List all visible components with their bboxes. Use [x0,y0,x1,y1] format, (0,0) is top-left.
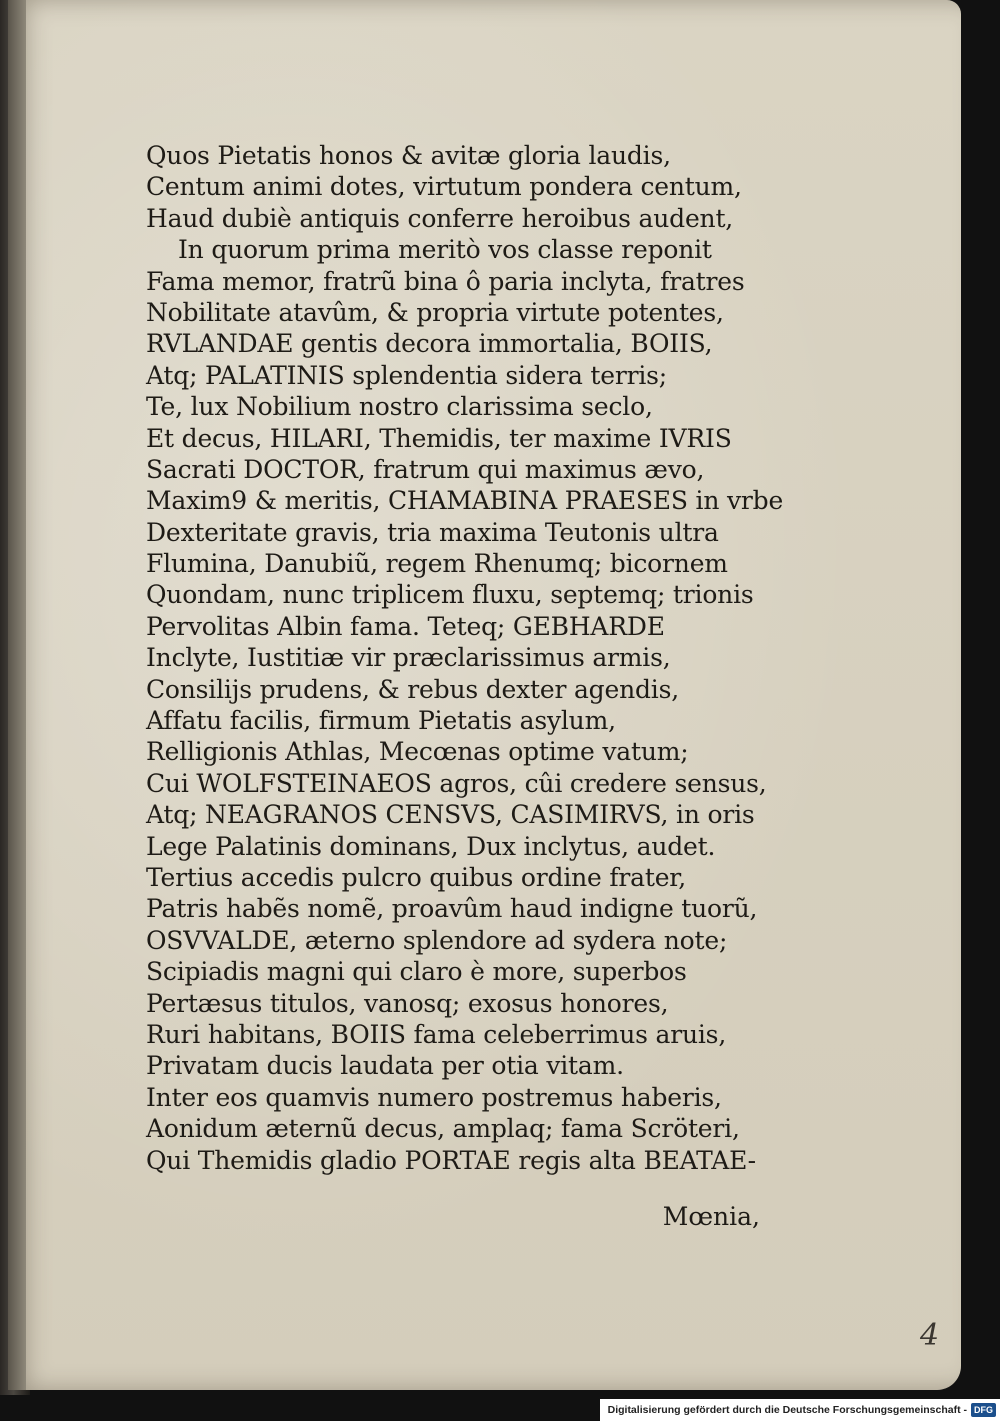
verse-line: Inclyte, Iustitiæ vir præclarissimus armis, [146,643,671,673]
verse-line: Qui Themidis gladio PORTAE regis alta BEATAE- [146,1145,756,1175]
verse-line: OSVVALDE, æterno splendore ad sydera note; [146,925,728,955]
verse-line: Et decus, HILARI, Themidis, ter maxime IVRIS [146,423,732,453]
verse-line: Atq; NEAGRANOS CENSVS, CASIMIRVS, in oris [146,800,755,830]
verse-line: Cui WOLFSTEINAEOS agros, cûi credere sensus, [146,768,767,798]
verse-line: Pertæsus titulos, vanosq; exosus honores, [146,988,669,1018]
verse-line: Consilijs prudens, & rebus dexter agendis, [146,674,679,704]
verse-line: Fama memor, fratrũ bina ô paria inclyta, fratres [146,266,745,296]
verse-line: In quorum prima meritò vos classe reponit [178,235,712,265]
verse-line: Patris habẽs nomẽ, proavûm haud indigne tuorũ, [146,894,758,924]
funding-notice: Digitalisierung gefördert durch die Deutsche Forschungsgemeinschaft - [607,1404,967,1416]
verse-line: Aonidum æternũ decus, amplaq; fama Scröteri, [146,1114,740,1144]
verse-line: RVLANDAE gentis decora immortalia, BOIIS, [146,329,713,359]
verse-line: Quos Pietatis honos & avitæ gloria laudis, [146,141,671,170]
dfg-logo-icon: DFG [971,1403,996,1417]
verse-line: Lege Palatinis dominans, Dux inclytus, audet. [146,831,716,861]
verse-line: Quondam, nunc triplicem fluxu, septemq; trionis [146,580,754,610]
verse-line: Tertius accedis pulcro quibus ordine frater, [146,862,687,892]
verse-line: Maxim9 & meritis, CHAMABINA PRAESES in vrbe [146,486,784,516]
verse-line: Privatam ducis laudata per otia vitam. [146,1051,624,1081]
verse-line: Centum animi dotes, virtutum pondera centum, [146,172,742,202]
verse-line: Scipiadis magni qui claro è more, superbos [146,957,687,987]
poem-text [146,140,784,1176]
verse-line: Te, lux Nobilium nostro clarissima seclo, [146,392,653,422]
verse-line: Pervolitas Albin fama. Teteq; GEBHARDE [146,611,665,641]
verse-line: Inter eos quamvis numero postremus haberis, [146,1082,722,1112]
verse-line: Flumina, Danubiũ, regem Rhenumq; bicornem [146,549,728,579]
verse-line: Nobilitate atavûm, & propria virtute potentes, [146,297,724,327]
leaf-edge [8,0,26,1390]
verse-line: Affatu facilis, firmum Pietatis asylum, [146,706,616,736]
footer-bar [600,1399,1000,1421]
folio-number: 4 [920,1318,940,1353]
verse-line: Haud dubiè antiquis conferre heroibus audent, [146,203,734,233]
verse-line: Relligionis Athlas, Mecœnas optime vatum; [146,737,689,767]
verse-line: Sacrati DOCTOR, fratrum qui maximus ævo, [146,454,705,484]
catchword: Mœnia, [662,1202,760,1231]
verse-line: Atq; PALATINIS splendentia sidera terris; [146,360,668,390]
verse-line: Ruri habitans, BOIIS fama celeberrimus aruis, [146,1019,727,1049]
verse-line: Dexteritate gravis, tria maxima Teutonis ultra [146,517,719,547]
